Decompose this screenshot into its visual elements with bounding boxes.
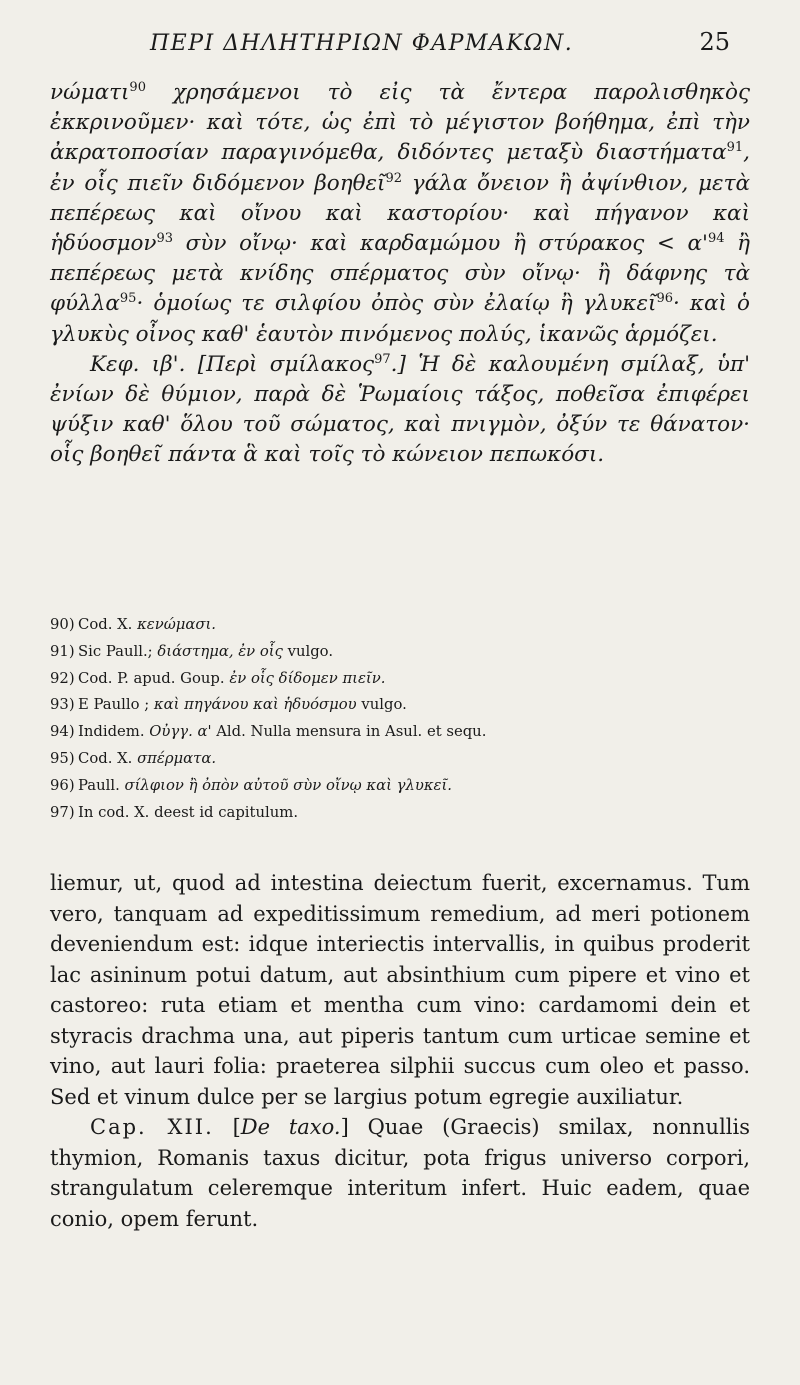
latin-paragraph-1: liemur, ut, quod ad intestina deiectum fuerit, excernamus. Tum vero, tanquam ad expeditissimum remedium, ad meri potionem deveniendum est: idque interiectis intervallis, in quibus proderit lac asininum potui datum, aut absinthium cum pipere et vino et castoreo: ruta etiam et mentha cum vino: cardamomi dein et styracis drachma una, aut piperis tantum cum urticae semine et vino, aut lauri folia: praeterea silphii succus cum oleo et passo. Sed et vinum dulce per se largius potum egregie auxiliatur.: [50, 871, 750, 1109]
greek-text-run: , ἐν οἷς πιεῖν διδόμενον βοηθεῖ: [50, 140, 750, 196]
footnote-text: E Paullo ;: [78, 696, 150, 714]
footnote-ref-95: 95: [119, 291, 137, 307]
footnote-greek: ἐν οἷς δίδομεν πιεῖν.: [224, 669, 386, 687]
footnote: [50, 773, 750, 800]
footnotes: [50, 612, 750, 826]
footnote-ref-96: 96: [656, 291, 673, 307]
footnote: [50, 692, 750, 719]
footnote: [50, 666, 750, 693]
latin-chapter-title: De taxo.: [240, 1115, 341, 1139]
footnote-text: Cod. X.: [78, 616, 133, 633]
page-header: [150, 28, 730, 68]
latin-text-run: Quae (Graecis) smilax, nonnullis thymion, Romanis taxus dicitur, pota frigus universo corpori, strangulatum celeremque interitum infert. Huic eadem, quae conio, opem ferunt.: [50, 1115, 750, 1231]
footnote-greek: σπέρματα.: [132, 749, 217, 767]
greek-chapter-title: [Περὶ σμίλακος: [185, 351, 375, 377]
greek-chapter-title-end: .]: [390, 351, 406, 377]
footnote-greek: διάστημα, ἐν οἷς: [152, 642, 283, 660]
greek-chapter-label: Κεφ. ιβ'.: [90, 351, 186, 377]
footnote-text: Indidem.: [78, 723, 145, 741]
footnote-number: 94): [50, 723, 75, 741]
footnote-text: Cod. P. apud. Goup.: [78, 669, 225, 687]
footnote-tail: vulgo.: [282, 642, 334, 660]
footnote-tail: vulgo.: [356, 696, 407, 714]
running-title: ΠΕΡΙ ΔΗΛΗΤΗΡΙΩΝ ΦΑΡΜΑΚΩΝ.: [150, 31, 574, 56]
footnote-greek: καὶ πηγάνου καὶ ἡδυόσμου: [149, 696, 357, 714]
footnote-text: Paull.: [78, 776, 120, 794]
footnote-number: 92): [50, 669, 75, 687]
greek-paragraph-1: [50, 78, 750, 350]
footnote: [50, 800, 750, 827]
latin-chapter-label: Cap. XII.: [90, 1115, 214, 1139]
page-number: 25: [699, 28, 730, 56]
greek-text-run: νώματι: [50, 80, 130, 105]
greek-text-run: Ἡ δὲ καλουμένη σμίλαξ, ὑπ' ἐνίων δὲ θύμιον, παρὰ δὲ Ῥωμαίοις τάξος, ποθεῖσα ἐπιφέρει ψύξιν καθ' ὅλου τοῦ σώματος, καὶ πνιγμὸν, ὀξύν τε θάνατον· οἷς βοηθεῖ πάντα ἃ καὶ τοῖς τὸ κώνειον πεπωκόσι.: [50, 351, 750, 468]
footnote-ref-91: 91: [726, 140, 744, 156]
greek-text-run: χρησάμενοι τὸ εἰς τὰ ἔντερα παρολισθηκὸς ἐκκρινοῦμεν· καὶ τότε, ὡς ἐπὶ τὸ μέγιστον βοήθημα, ἐπὶ τὴν ἀκρατοποσίαν παραγινόμεθα, διδόντες μεταξὺ διαστήματα: [50, 80, 750, 166]
greek-text-run: · καὶ ὁ γλυκὺς οἶνος καθ' ἑαυτὸν πινόμενος πολύς, ἱκανῶς ἁρμόζει.: [50, 291, 750, 347]
greek-text-run: γάλα ὄνειον ἢ ἀψίνθιον, μετὰ πεπέρεως καὶ οἴνου καὶ καστορίου· καὶ πήγανον καὶ ἡδύοσμον: [50, 170, 750, 257]
footnote-greek: σίλφιον ἢ ὀπὸν αὐτοῦ σὺν οἴνῳ καὶ γλυκεῖ.: [119, 776, 452, 794]
greek-text-run: · ὁμοίως τε σιλφίου ὀπὸς σὺν ἐλαίῳ ἢ γλυκεῖ: [136, 291, 657, 317]
latin-translation: [50, 868, 750, 1234]
latin-paragraph-2: [50, 1112, 750, 1234]
footnote-greek: κενώμασι.: [132, 616, 216, 633]
footnote-text: Sic Paull.;: [78, 642, 153, 660]
footnote-ref-93: 93: [156, 230, 174, 246]
footnote: [50, 746, 750, 773]
latin-bracket-open: [: [213, 1115, 241, 1139]
footnote-greek: Οὐγγ. α': [144, 723, 212, 741]
footnote-text: Cod. X.: [78, 749, 133, 767]
footnote-number: 95): [50, 749, 75, 767]
footnote-ref-90: 90: [129, 79, 146, 95]
footnote-number: 91): [50, 642, 75, 660]
footnote-tail: Ald. Nulla mensura in Asul. et sequ.: [211, 723, 487, 741]
footnote: [50, 639, 750, 666]
footnote: [50, 612, 750, 639]
footnote-ref-97: 97: [374, 351, 391, 367]
footnote-number: 90): [50, 616, 75, 633]
footnote: [50, 719, 750, 746]
latin-bracket-close: ]: [340, 1115, 349, 1139]
footnote-number: 93): [50, 696, 75, 714]
greek-text: [50, 78, 750, 471]
greek-text-run: ἢ πεπέρεως μετὰ κνίδης σπέρματος σὺν οἴνῳ· ἢ δάφνης τὰ φύλλα: [50, 231, 750, 317]
footnote-ref-92: 92: [385, 170, 403, 186]
greek-text-run: σὺν οἴνῳ· καὶ καρδαμώμου ἢ στύρακος < α': [173, 231, 708, 257]
footnote-number: 97): [50, 803, 75, 821]
footnote-text: In cod. X. deest id capitulum.: [78, 803, 299, 821]
footnote-ref-94: 94: [707, 230, 725, 246]
footnote-number: 96): [50, 776, 75, 794]
greek-paragraph-2: [50, 350, 750, 471]
